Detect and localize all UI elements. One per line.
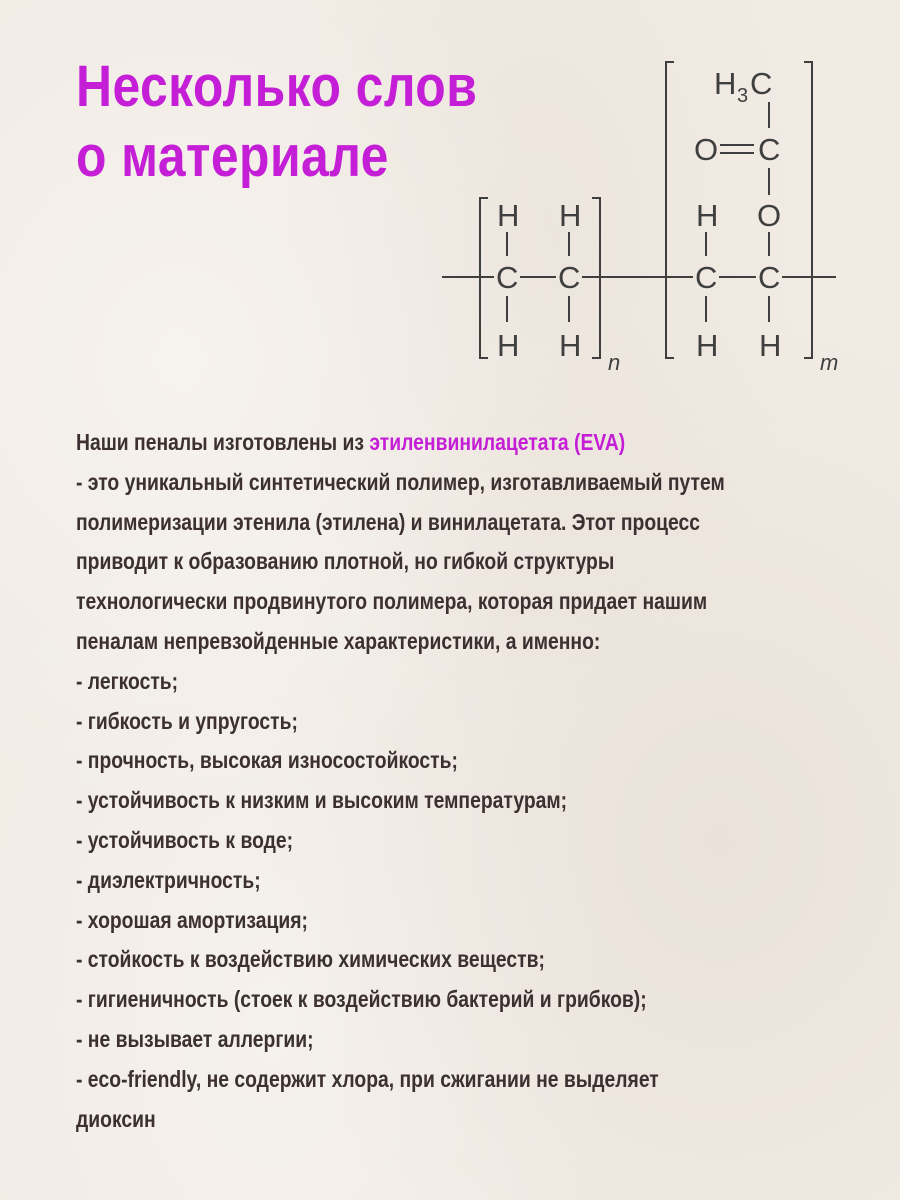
atom-h3c-c: C (750, 66, 773, 101)
atom-h-c3-bottom: H (696, 328, 719, 363)
atom-h3c-h: H (714, 66, 737, 101)
description-line: технологически продвинутого полимера, которая придает нашим (76, 588, 708, 615)
atom-c-carbonyl: C (758, 132, 781, 167)
description-line: приводит к образованию плотной, но гибкой структуры (76, 548, 615, 575)
atom-c2: C (558, 260, 581, 295)
atom-c3: C (695, 260, 718, 295)
property-item: - легкость; (76, 667, 179, 694)
property-item: диоксин (76, 1105, 156, 1132)
property-item: - диэлектричность; (76, 866, 261, 893)
atom-o-ester: O (757, 198, 782, 233)
index-n: n (608, 350, 621, 375)
property-item: - гигиеничность (стоек к воздействию бактерий и грибков); (76, 986, 647, 1013)
property-item: - прочность, высокая износостойкость; (76, 747, 458, 774)
property-item: - стойкость к воздействию химических веществ; (76, 946, 545, 973)
page-title (76, 52, 477, 192)
description-line: - это уникальный синтетический полимер, изготавливаемый путем (76, 468, 725, 495)
atom-o-carbonyl: O (694, 132, 719, 167)
right-bracket-open (666, 62, 674, 358)
property-item: - устойчивость к воде; (76, 826, 294, 853)
property-item: - eco-friendly, не содержит хлора, при сжигании не выделяет (76, 1065, 659, 1092)
eva-structural-formula (436, 52, 866, 382)
property-item: - устойчивость к низким и высоким температурам; (76, 787, 568, 814)
intro-prefix: Наши пеналы изготовлены из (76, 429, 370, 455)
atom-h-c2-top: H (559, 198, 582, 233)
material-description (76, 423, 876, 1139)
atom-h-c2-bottom: H (559, 328, 582, 363)
atom-h-c4-bottom: H (759, 328, 782, 363)
material-name-highlight: этиленвинилацетата (EVA) (369, 429, 626, 455)
atom-h-c3-top: H (696, 198, 719, 233)
description-line: полимеризации этенила (этилена) и винилацетата. Этот процесс (76, 508, 700, 535)
property-item: - гибкость и упругость; (76, 707, 298, 734)
title-line-1: Несколько слов (76, 54, 478, 119)
property-item: - хорошая амортизация; (76, 906, 308, 933)
description-line: пеналам непревзойденные характеристики, а именно: (76, 627, 601, 654)
index-m: m (820, 350, 839, 375)
title-line-2: о материале (76, 124, 389, 189)
atom-h3c-sub: 3 (737, 85, 749, 107)
property-item: - не вызывает аллергии; (76, 1025, 314, 1052)
atom-h-c1-top: H (497, 198, 520, 233)
atom-c1: C (496, 260, 519, 295)
atom-c4: C (758, 260, 781, 295)
atom-h-c1-bottom: H (497, 328, 520, 363)
right-bracket-close (804, 62, 812, 358)
intro-line (76, 423, 748, 463)
